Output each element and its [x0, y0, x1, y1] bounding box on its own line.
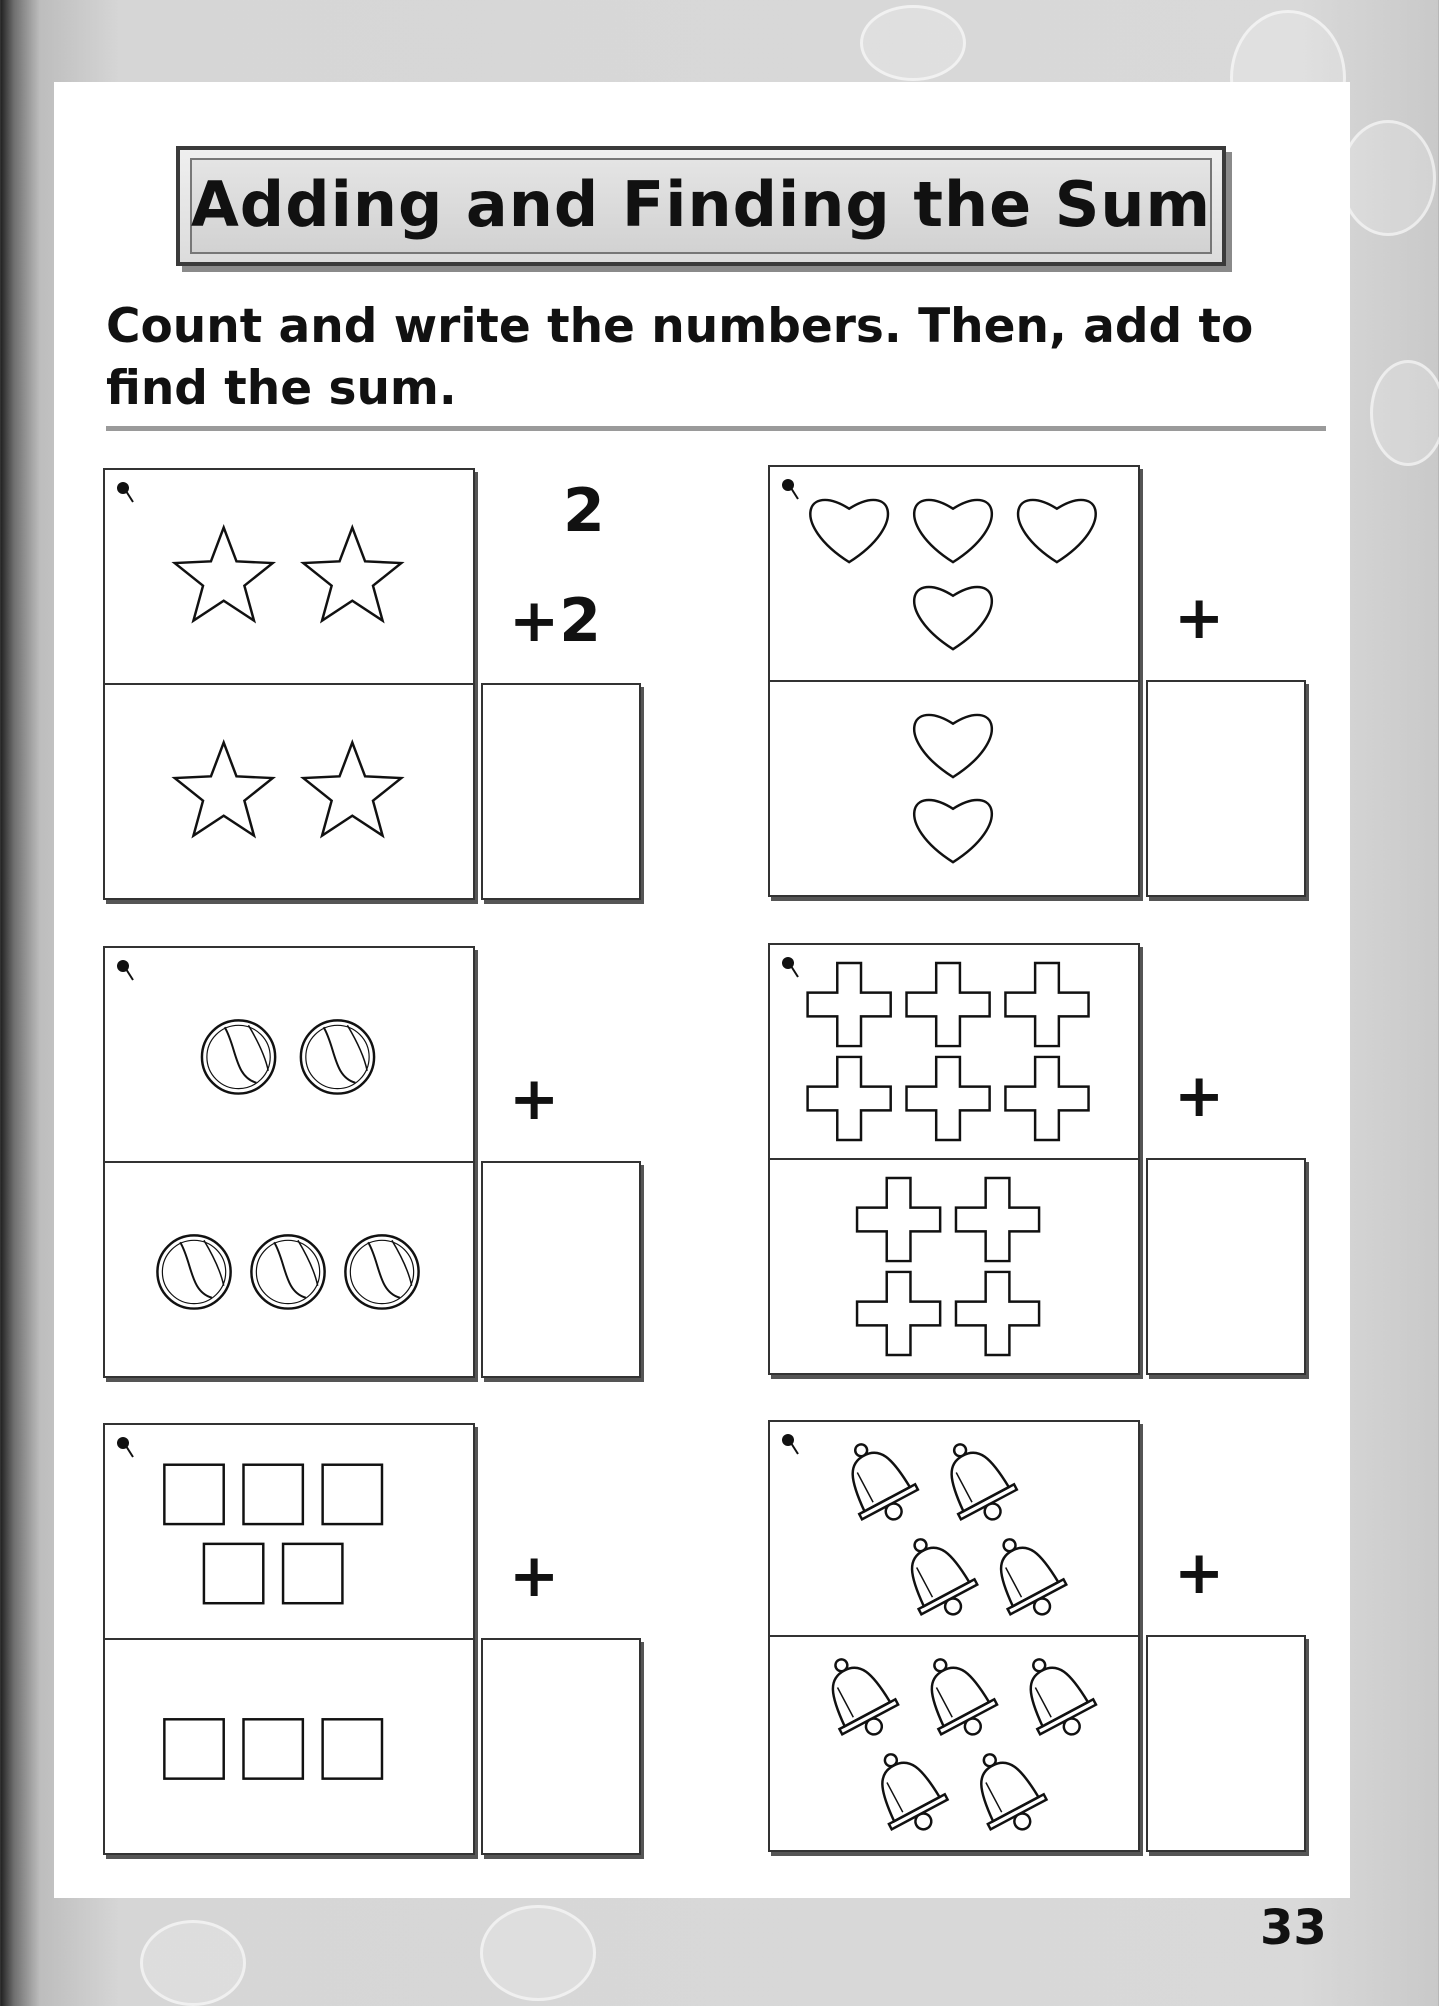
bell-icon — [910, 1645, 1005, 1748]
page-number: 33 — [1260, 1900, 1327, 1956]
pin-icon — [780, 955, 802, 981]
tennis-ball-icon — [345, 1235, 418, 1308]
pin-icon — [115, 1435, 137, 1461]
picture-box-top — [768, 943, 1140, 1160]
cross-icon — [956, 1272, 1039, 1355]
cross-icon — [956, 1178, 1039, 1261]
square-icon — [243, 1465, 302, 1524]
picture-box-top — [768, 465, 1140, 682]
square-icon — [323, 1719, 382, 1778]
answer-box[interactable] — [481, 1638, 641, 1855]
square-icon — [283, 1544, 342, 1603]
star-icon — [303, 528, 401, 621]
cross-icon — [857, 1178, 940, 1261]
instruction-text: Count and write the numbers. Then, add to find the sum. — [106, 299, 1254, 416]
addend-bottom: +2 — [509, 586, 602, 656]
heart-icon — [1018, 500, 1096, 562]
answer-box[interactable] — [1146, 1158, 1306, 1375]
picture-box-bottom — [768, 1635, 1140, 1852]
tennis-ball-icon — [301, 1020, 374, 1093]
plus-sign: + — [1174, 1538, 1225, 1608]
picture-box-bottom — [103, 1638, 475, 1855]
square-icon — [243, 1719, 302, 1778]
tennis-ball-icon — [157, 1235, 230, 1308]
picture-box-top — [103, 1423, 475, 1640]
pin-icon — [780, 477, 802, 503]
cross-icon — [907, 1057, 990, 1140]
plus-sign: + — [1174, 583, 1225, 653]
plus-sign: + — [1174, 1061, 1225, 1131]
balloon-decoration — [480, 1905, 596, 2001]
star-icon — [175, 528, 273, 621]
answer-box[interactable] — [481, 683, 641, 900]
pin-icon — [115, 480, 137, 506]
bell-icon — [811, 1645, 906, 1748]
picture-box-bottom — [768, 680, 1140, 897]
heart-icon — [914, 715, 992, 777]
heart-icon — [914, 587, 992, 649]
pin-icon — [780, 1432, 802, 1458]
balloon-decoration — [1370, 360, 1439, 466]
bell-icon — [860, 1740, 955, 1843]
heart-icon — [914, 500, 992, 562]
plus-sign: + — [509, 1064, 560, 1134]
square-icon — [204, 1544, 263, 1603]
pin-icon — [115, 958, 137, 984]
cross-icon — [808, 963, 891, 1046]
answer-box[interactable] — [481, 1161, 641, 1378]
cross-icon — [808, 1057, 891, 1140]
tennis-ball-icon — [251, 1235, 324, 1308]
bell-icon — [929, 1430, 1024, 1533]
bell-icon — [830, 1430, 925, 1533]
balloon-decoration — [140, 1920, 246, 2006]
cross-icon — [907, 963, 990, 1046]
heart-icon — [810, 500, 888, 562]
balloon-decoration — [860, 5, 966, 81]
bell-icon — [979, 1525, 1074, 1628]
addend-top: 2 — [563, 476, 605, 546]
tennis-ball-icon — [202, 1020, 275, 1093]
square-icon — [323, 1465, 382, 1524]
bell-icon — [890, 1525, 985, 1628]
picture-box-top — [103, 468, 475, 685]
balloon-decoration — [1340, 120, 1436, 236]
cross-icon — [1005, 963, 1088, 1046]
bell-icon — [959, 1740, 1054, 1843]
answer-box[interactable] — [1146, 1635, 1306, 1852]
cross-icon — [857, 1272, 940, 1355]
answer-box[interactable] — [1146, 680, 1306, 897]
cross-icon — [1005, 1057, 1088, 1140]
title-banner — [176, 146, 1226, 266]
page-title: Adding and Finding the Sum — [190, 168, 1212, 241]
picture-box-bottom — [768, 1158, 1140, 1375]
picture-box-top — [768, 1420, 1140, 1637]
plus-sign: + — [509, 1541, 560, 1611]
square-icon — [164, 1719, 223, 1778]
divider — [106, 426, 1326, 431]
picture-box-bottom — [103, 1161, 475, 1378]
picture-box-bottom — [103, 683, 475, 900]
star-icon — [303, 743, 401, 836]
heart-icon — [914, 800, 992, 862]
star-icon — [175, 743, 273, 836]
bell-icon — [1008, 1645, 1103, 1748]
picture-box-top — [103, 946, 475, 1163]
square-icon — [164, 1465, 223, 1524]
